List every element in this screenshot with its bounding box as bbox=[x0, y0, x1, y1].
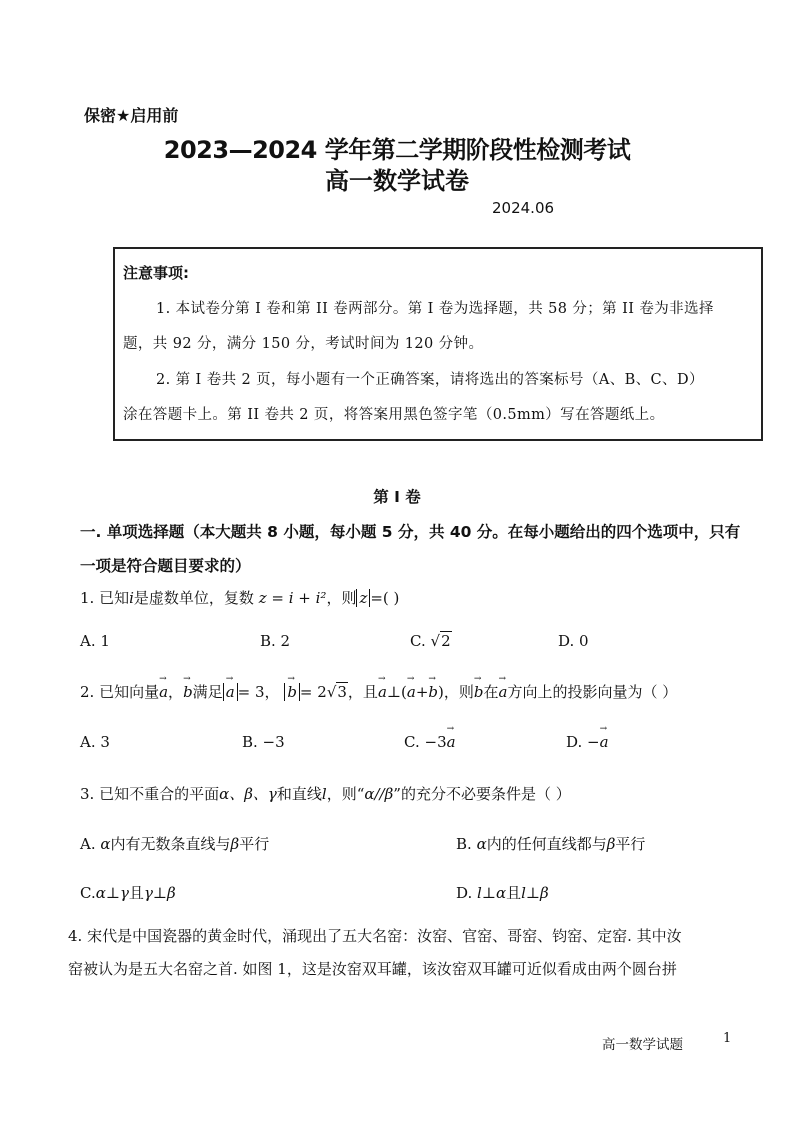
q2-option-c-label: C. bbox=[404, 733, 420, 751]
exam-title: 2023—2024 学年第二学期阶段性检测考试 bbox=[163, 136, 631, 164]
q3-option-c bbox=[80, 882, 176, 903]
q1-text-d: =( ) bbox=[370, 589, 400, 607]
q2-text-c: ，且 bbox=[347, 683, 378, 701]
q1-option-c-root: √ bbox=[430, 632, 441, 650]
q3-text-d: ”的充分不必要条件是（ ） bbox=[393, 785, 571, 803]
q1-option-c-label: C. bbox=[410, 632, 426, 650]
q2-option-d bbox=[566, 733, 609, 751]
q2-rp: ) bbox=[438, 683, 444, 701]
q3-option-a-label: A. bbox=[80, 835, 96, 853]
q3-option-b-label: B. bbox=[456, 835, 472, 853]
q3-option-b-alpha: α bbox=[476, 835, 487, 853]
q2-vec-a: → a bbox=[159, 683, 168, 701]
q3-option-c-and: 且 bbox=[128, 884, 144, 902]
q3-option-b-text: 内的任何直线都与 bbox=[486, 835, 607, 853]
q1-option-b: B. 2 bbox=[260, 632, 291, 650]
section-heading-line-1: 一. 单项选择题（本大题共 8 小题，每小题 5 分，共 40 分。在每小题给出的四个选项中，只有 bbox=[80, 523, 741, 541]
q3-text-a: 3. 已知不重合的平面 bbox=[80, 785, 220, 803]
q3-option-d-expr1: l⊥α bbox=[477, 884, 507, 902]
section-heading-line-2: 一项是符合题目要求的） bbox=[80, 557, 251, 575]
q2-option-c bbox=[404, 733, 456, 751]
q2-lp: ( bbox=[401, 683, 407, 701]
q3-line-l: l bbox=[321, 785, 327, 803]
q3-option-d-and: 且 bbox=[506, 884, 522, 902]
question-4-line-1: 4. 宋代是中国瓷器的黄金时代，涌现出了五大名窑：汝窑、官窑、哥窑、钧窑、定窑. 其中汝 bbox=[68, 927, 682, 945]
q1-text-a: 1. 已知 bbox=[80, 589, 130, 607]
q3-option-b bbox=[456, 833, 645, 854]
question-3-stem bbox=[80, 783, 571, 804]
q2-option-b: B. −3 bbox=[242, 733, 285, 751]
q1-abs-z: z bbox=[356, 589, 370, 607]
q2-vec-b: → b bbox=[183, 683, 193, 701]
q2-proj-b: → b bbox=[474, 683, 484, 701]
q2-abs-a: → a bbox=[226, 683, 235, 701]
q2-option-c-value: −3 bbox=[424, 733, 447, 751]
q2-sum-b: → b bbox=[428, 683, 438, 701]
q3-text-b: 和直线 bbox=[276, 785, 322, 803]
q2-text-e: 在 bbox=[483, 683, 499, 701]
q1-text-b: 是虚数单位，复数 bbox=[133, 589, 254, 607]
q2-text-a: 2. 已知向量 bbox=[80, 683, 160, 701]
q3-option-d bbox=[456, 882, 549, 903]
q2-eq1: = 3， bbox=[237, 683, 280, 701]
q3-text-c: ，则“ bbox=[326, 785, 365, 803]
q2-text-d: ，则 bbox=[443, 683, 474, 701]
confidential-mark: 保密★启用前 bbox=[84, 106, 179, 125]
q3-option-d-expr2: l⊥β bbox=[521, 884, 549, 902]
q2-perp: ⊥ bbox=[386, 683, 401, 701]
q2-plus: + bbox=[415, 683, 429, 701]
q2-sep: ， bbox=[168, 683, 184, 701]
q3-parallel: α//β bbox=[364, 785, 394, 803]
q3-option-c-expr1: α⊥γ bbox=[95, 884, 129, 902]
q3-option-b-end: 平行 bbox=[615, 835, 646, 853]
q3-option-d-label: D. bbox=[456, 884, 473, 902]
question-4-line-2: 窑被认为是五大名窑之首. 如图 1，这是汝窑双耳罐，该汝窑双耳罐可近似看成由两个圆台拼 bbox=[68, 960, 677, 978]
q2-sum-a: → a bbox=[407, 683, 416, 701]
q3-option-c-expr2: γ⊥β bbox=[143, 884, 176, 902]
exam-date: 2024.06 bbox=[492, 199, 555, 217]
notice-line-4: 涂在答题卡上。第 II 卷共 2 页，将答案用黑色签字笔（0.5mm）写在答题纸上。 bbox=[123, 407, 665, 423]
q3-greek: α、β、γ bbox=[219, 785, 277, 803]
q2-text-f: 方向上的投影向量为（ ） bbox=[507, 683, 678, 701]
page-number: 1 bbox=[723, 1031, 732, 1046]
q3-option-c-label: C. bbox=[80, 884, 96, 902]
q3-option-a bbox=[80, 833, 269, 854]
q2-option-d-label: D. bbox=[566, 733, 583, 751]
q3-option-a-beta: β bbox=[230, 835, 240, 853]
q1-text-c: ，则 bbox=[326, 589, 357, 607]
q2-option-c-vec: → a bbox=[447, 733, 456, 751]
q3-option-a-text: 内有无数条直线与 bbox=[110, 835, 231, 853]
question-1-stem bbox=[80, 587, 399, 608]
q2-eq2-radicand: 3 bbox=[337, 683, 347, 701]
q2-eq2-root: √ bbox=[326, 683, 337, 701]
exam-subtitle: 高一数学试卷 bbox=[325, 167, 469, 195]
q1-var-i: i bbox=[129, 589, 134, 607]
q1-option-d: D. 0 bbox=[558, 632, 589, 650]
notice-line-3: 2. 第 I 卷共 2 页，每小题有一个正确答案，请将选出的答案标号（A、B、C、D） bbox=[156, 372, 704, 388]
question-2-stem bbox=[80, 681, 677, 702]
notice-line-1: 1. 本试卷分第 I 卷和第 II 卷两部分。第 I 卷为选择题，共 58 分；第 II 卷为非选择 bbox=[156, 301, 714, 317]
page-footer-label: 高一数学试题 bbox=[602, 1037, 683, 1053]
part-heading: 第 I 卷 bbox=[373, 488, 421, 506]
q2-abs-b: → b bbox=[287, 683, 297, 701]
q1-option-c-radicand: 2 bbox=[441, 632, 451, 650]
q1-option-a: A. 1 bbox=[80, 632, 110, 650]
q3-option-b-beta: β bbox=[606, 835, 616, 853]
q1-formula: z = i + i² bbox=[258, 589, 327, 607]
q3-option-a-alpha: α bbox=[100, 835, 111, 853]
q2-option-d-value: − bbox=[587, 733, 600, 751]
q2-option-a: A. 3 bbox=[80, 733, 110, 751]
q2-proj-a: → a bbox=[499, 683, 508, 701]
notice-title: 注意事项: bbox=[123, 264, 189, 282]
q2-text-b: 满足 bbox=[192, 683, 223, 701]
q2-perp-a: → a bbox=[378, 683, 387, 701]
q2-eq2: = 2 bbox=[299, 683, 327, 701]
notice-line-2: 题，共 92 分，满分 150 分，考试时间为 120 分钟。 bbox=[123, 336, 484, 352]
q1-option-c bbox=[410, 632, 452, 650]
q2-option-d-vec: → a bbox=[600, 733, 609, 751]
q3-option-a-end: 平行 bbox=[239, 835, 270, 853]
